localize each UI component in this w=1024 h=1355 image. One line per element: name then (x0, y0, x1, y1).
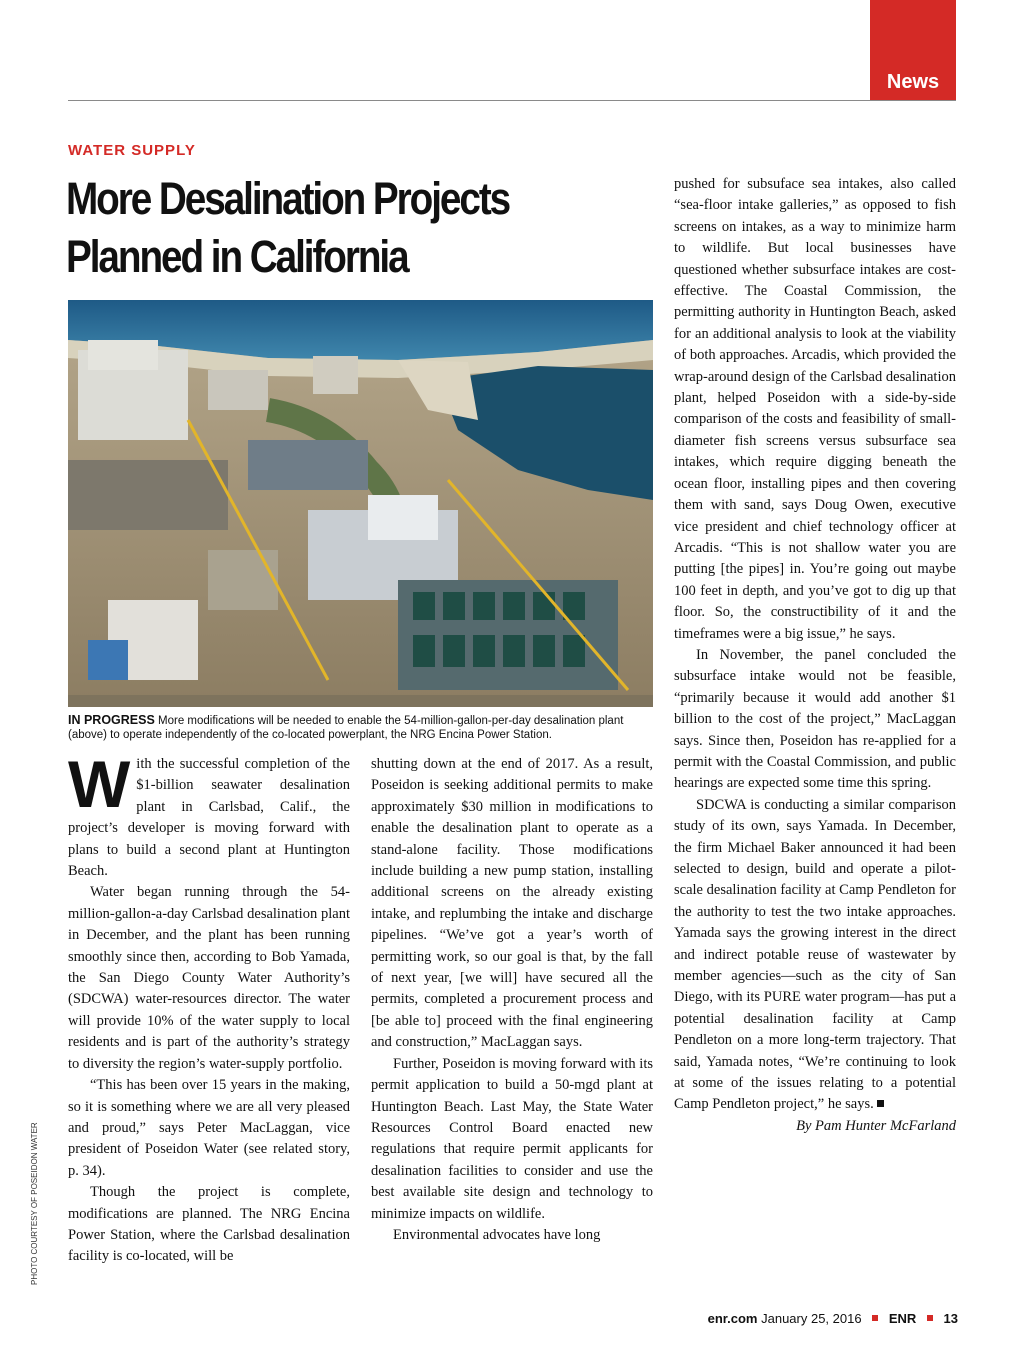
footer-date: January 25, 2016 (761, 1311, 862, 1326)
body-column-1 (68, 747, 350, 1268)
header-rule (68, 100, 956, 101)
paragraph: pushed for subsuface sea intakes, also called “sea-floor intake galleries,” as opposed to fish screens on intakes, as a way to minimize harm to wildlife. But local businesses have questioned whether subsurface intakes are cost-effective. The Coastal Commission, the permitting authority in Huntington Beach, asked for an additional analysis to look at the viability of both approaches. Arcadis, which provided the wrap-around design of the Carlsbad desalination plant, helped Poseidon with a side-by-side comparison of the costs and feasibility of small-diameter fish screens versus subsurface sea intakes, which require digging beneath the ocean floor, installing pipes and then covering them with sand, says Doug Owen, executive vice president and chief technology officer at Arcadis. “This is not shallow water you are putting [the pipes] in. You’re going out maybe 100 feet in depth, and you’ve got to dig up that floor. So, the constructibility of it and the timeframes were a big issue,” he says. (674, 176, 956, 642)
headline (66, 170, 582, 286)
paragraph: Environmental advocates have long (393, 1226, 601, 1243)
footer-site: enr.com (707, 1311, 758, 1326)
body-column-2 (371, 754, 653, 1246)
photo-credit: PHOTO COURTESY OF POSEIDON WATER (30, 1122, 39, 1285)
bullet-square-icon (872, 1315, 878, 1321)
paragraph: “This has been over 15 years in the making, so it is something where we are all very pleased and proud,” says Peter MacLaggan, vice president of Poseidon Water (see related story, p. 34). (68, 1077, 350, 1179)
paragraph: With the successful completion of the $1-billion seawater desalination plant in Carlsbad, Calif., the project’s developer is moving forward with plans to build a second plant at Huntington Beach. (68, 747, 350, 880)
headline-line-2: Planned in California (66, 231, 408, 282)
paragraph: Water began running through the 54-million-gallon-a-day Carlsbad desalination plant in December, and the plant has been running smoothly since then, according to Bob Yamada, the San Diego County Water Authority’s (SDCWA) water-resources director. The water will provide 10% of the water supply to local residents and is part of the authority’s strategy to diversity the region’s water-supply portfolio. (68, 884, 350, 1072)
footer-publication: ENR (888, 1311, 917, 1326)
paragraph: shutting down at the end of 2017. As a result, Poseidon is seeking additional permits to make approximately $30 million in modifications to enable the desalination plant to operate as a stand-alone facility. Those modifications include building a new pump station, installing additional screens on the already existing intake, and replumbing the intake and discharge pipelines. “We’ve got a year’s worth of permitting work, so our goal is that, by the fall of next year, [we will] have secured all the permits, completed a procurement process and [be able to] proceed with the final engineering and construction,” MacLaggan says. (371, 756, 653, 1051)
section-tab-label: News (886, 71, 940, 93)
kicker: WATER SUPPLY (68, 142, 196, 159)
end-mark-icon (877, 1100, 884, 1107)
headline-line-1: More Desalination Projects (66, 173, 510, 224)
paragraph: Further, Poseidon is moving forward with its permit application to build a 50-mgd plant at Huntington Beach. Last May, the State Water Resources Control Board enacted new regulations that require permit applicants for desalination facilities to consider and use the best available site design and technology to minimize impacts on wildlife. (371, 1055, 654, 1222)
photo-caption (68, 713, 653, 742)
caption-lead: IN PROGRESS (68, 713, 155, 727)
byline: By Pam Hunter McFarland (796, 1117, 956, 1134)
section-tab (870, 0, 956, 100)
paragraph: In November, the panel concluded the subsurface intake would not be feasible, “primarily because it would add another $1 billion to the cost of the project,” MacLaggan says. Since then, Poseidon has re-applied for a permit with the Coastal Commission, and public hearings are expected some time this spring. (674, 646, 956, 792)
bullet-square-icon (927, 1315, 933, 1321)
page-number: 13 (943, 1311, 958, 1326)
aerial-photo (68, 300, 653, 707)
paragraph: Though the project is complete, modifications are planned. The NRG Encina Power Station, where the Carlsbad desalination facility is co-located, will be (68, 1184, 350, 1265)
body-column-3 (674, 174, 956, 1137)
caption-text: More modifications will be needed to enable the 54-million-gallon-per-day desalination plant (above) to operate independently of the co-located powerplant, the NRG Encina Power Station. (68, 715, 624, 741)
page-footer (708, 1311, 958, 1326)
paragraph: SDCWA is conducting a similar comparison study of its own, says Yamada. In December, the firm Michael Baker announced it had been selected to design, build and operate a pilot-scale desalination facility at Camp Pendleton for the authority to test the two intake approaches. Yamada says the growing interest in the direct and indirect potable reuse of wastewater by member agencies—such as the city of San Diego, with its PURE water program—has put a potential desalination facility at Camp Pendleton on a more long-term trajectory. That said, Yamada notes, “We’re continuing to look at some of the issues relating to a potential Camp Pendleton project,” he says. (674, 796, 956, 1113)
dropcap: W (68, 747, 131, 821)
